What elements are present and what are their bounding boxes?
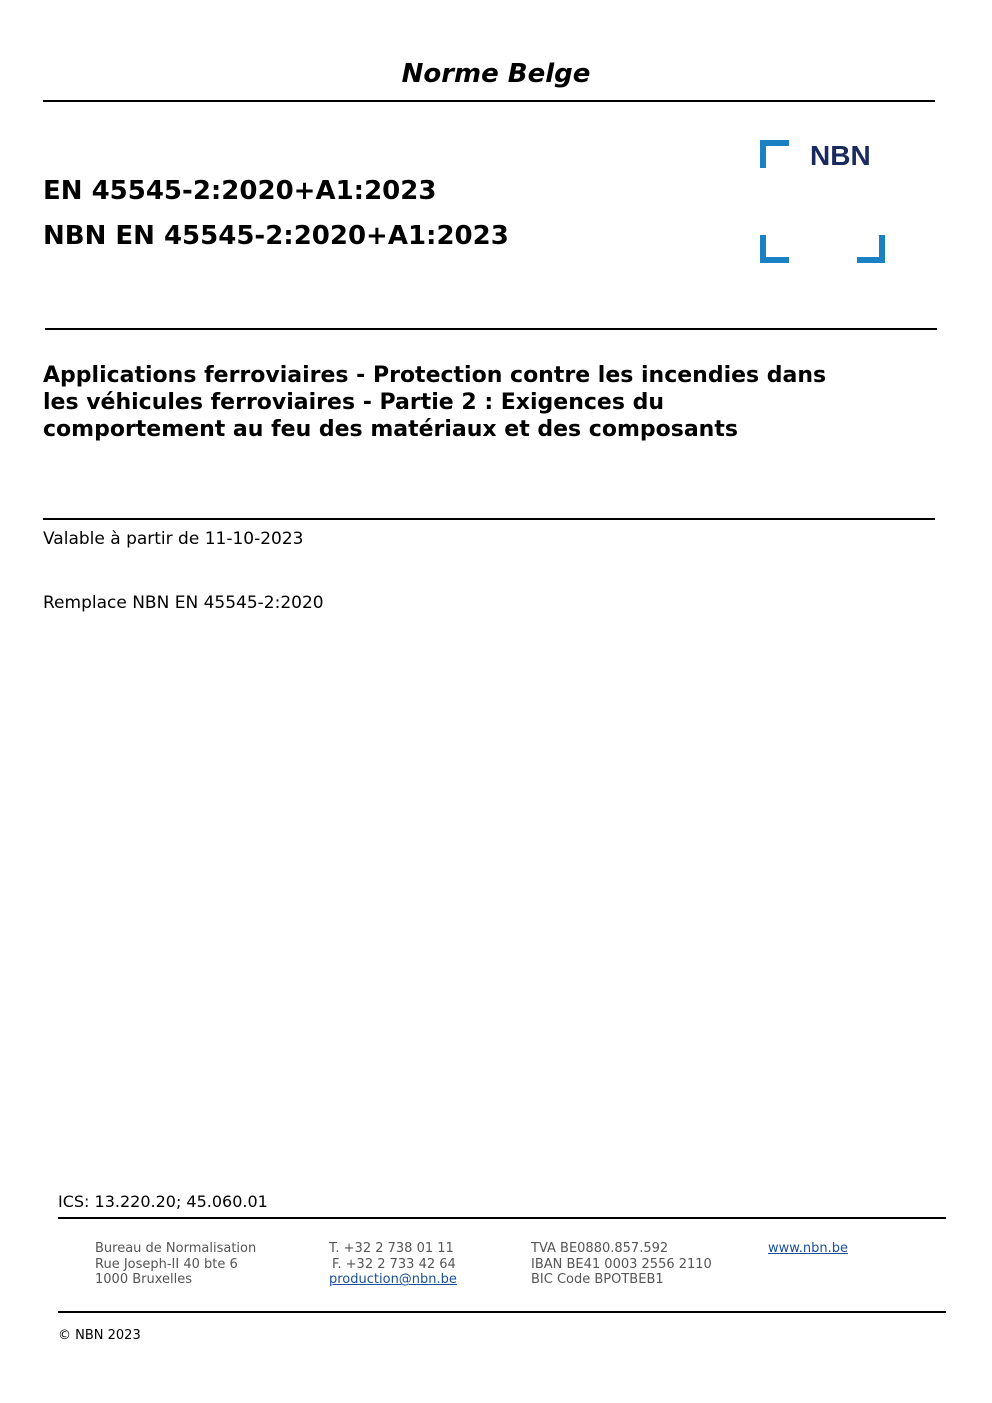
nbn-logo-text: NBN [810,140,871,171]
replaces-standard: Remplace NBN EN 45545-2:2020 [43,593,324,613]
address-line-2: Rue Joseph-II 40 bte 6 [95,1256,238,1272]
footer-contact [329,1241,457,1288]
website-link[interactable]: www.nbn.be [768,1241,848,1256]
footer-address [95,1241,256,1288]
address-line-1: Bureau de Normalisation [95,1241,257,1256]
copyright-notice: © NBN 2023 [58,1328,141,1343]
document-title-line-1: Applications ferroviaires - Protection contre les incendies dans [43,363,827,388]
document-title-line-3: comportement au feu des matériaux et des composants [43,417,738,442]
footer-top-divider [58,1217,946,1219]
en-standard-code: EN 45545-2:2020+A1:2023 [43,176,437,206]
nbn-logo [760,140,886,264]
phone-number: T. +32 2 738 01 11 [329,1241,454,1256]
validity-date: Valable à partir de 11-10-2023 [43,529,304,549]
ics-codes: ICS: 13.220.20; 45.060.01 [58,1192,268,1211]
document-title [43,362,923,443]
email-link[interactable]: production@nbn.be [329,1272,457,1288]
address-line-3: 1000 Bruxelles [95,1272,193,1288]
nbn-standard-code: NBN EN 45545-2:2020+A1:2023 [43,221,509,251]
footer-bank-details [531,1241,712,1288]
nbn-logo-brackets [760,140,886,264]
footer-bottom-divider [58,1311,946,1313]
title-bottom-divider [43,518,935,520]
vat-number: TVA BE0880.857.592 [531,1241,669,1256]
iban-number: IBAN BE41 0003 2556 2110 [531,1256,712,1272]
header-title: Norme Belge [401,59,591,89]
document-title-line-2: les véhicules ferroviaires - Partie 2 : Exigences du [43,390,664,415]
bic-code: BIC Code BPOTBEB1 [531,1272,664,1288]
header-divider [43,100,935,102]
title-top-divider [45,328,937,330]
footer-website [768,1241,848,1257]
fax-number: F. +32 2 733 42 64 [332,1256,456,1272]
